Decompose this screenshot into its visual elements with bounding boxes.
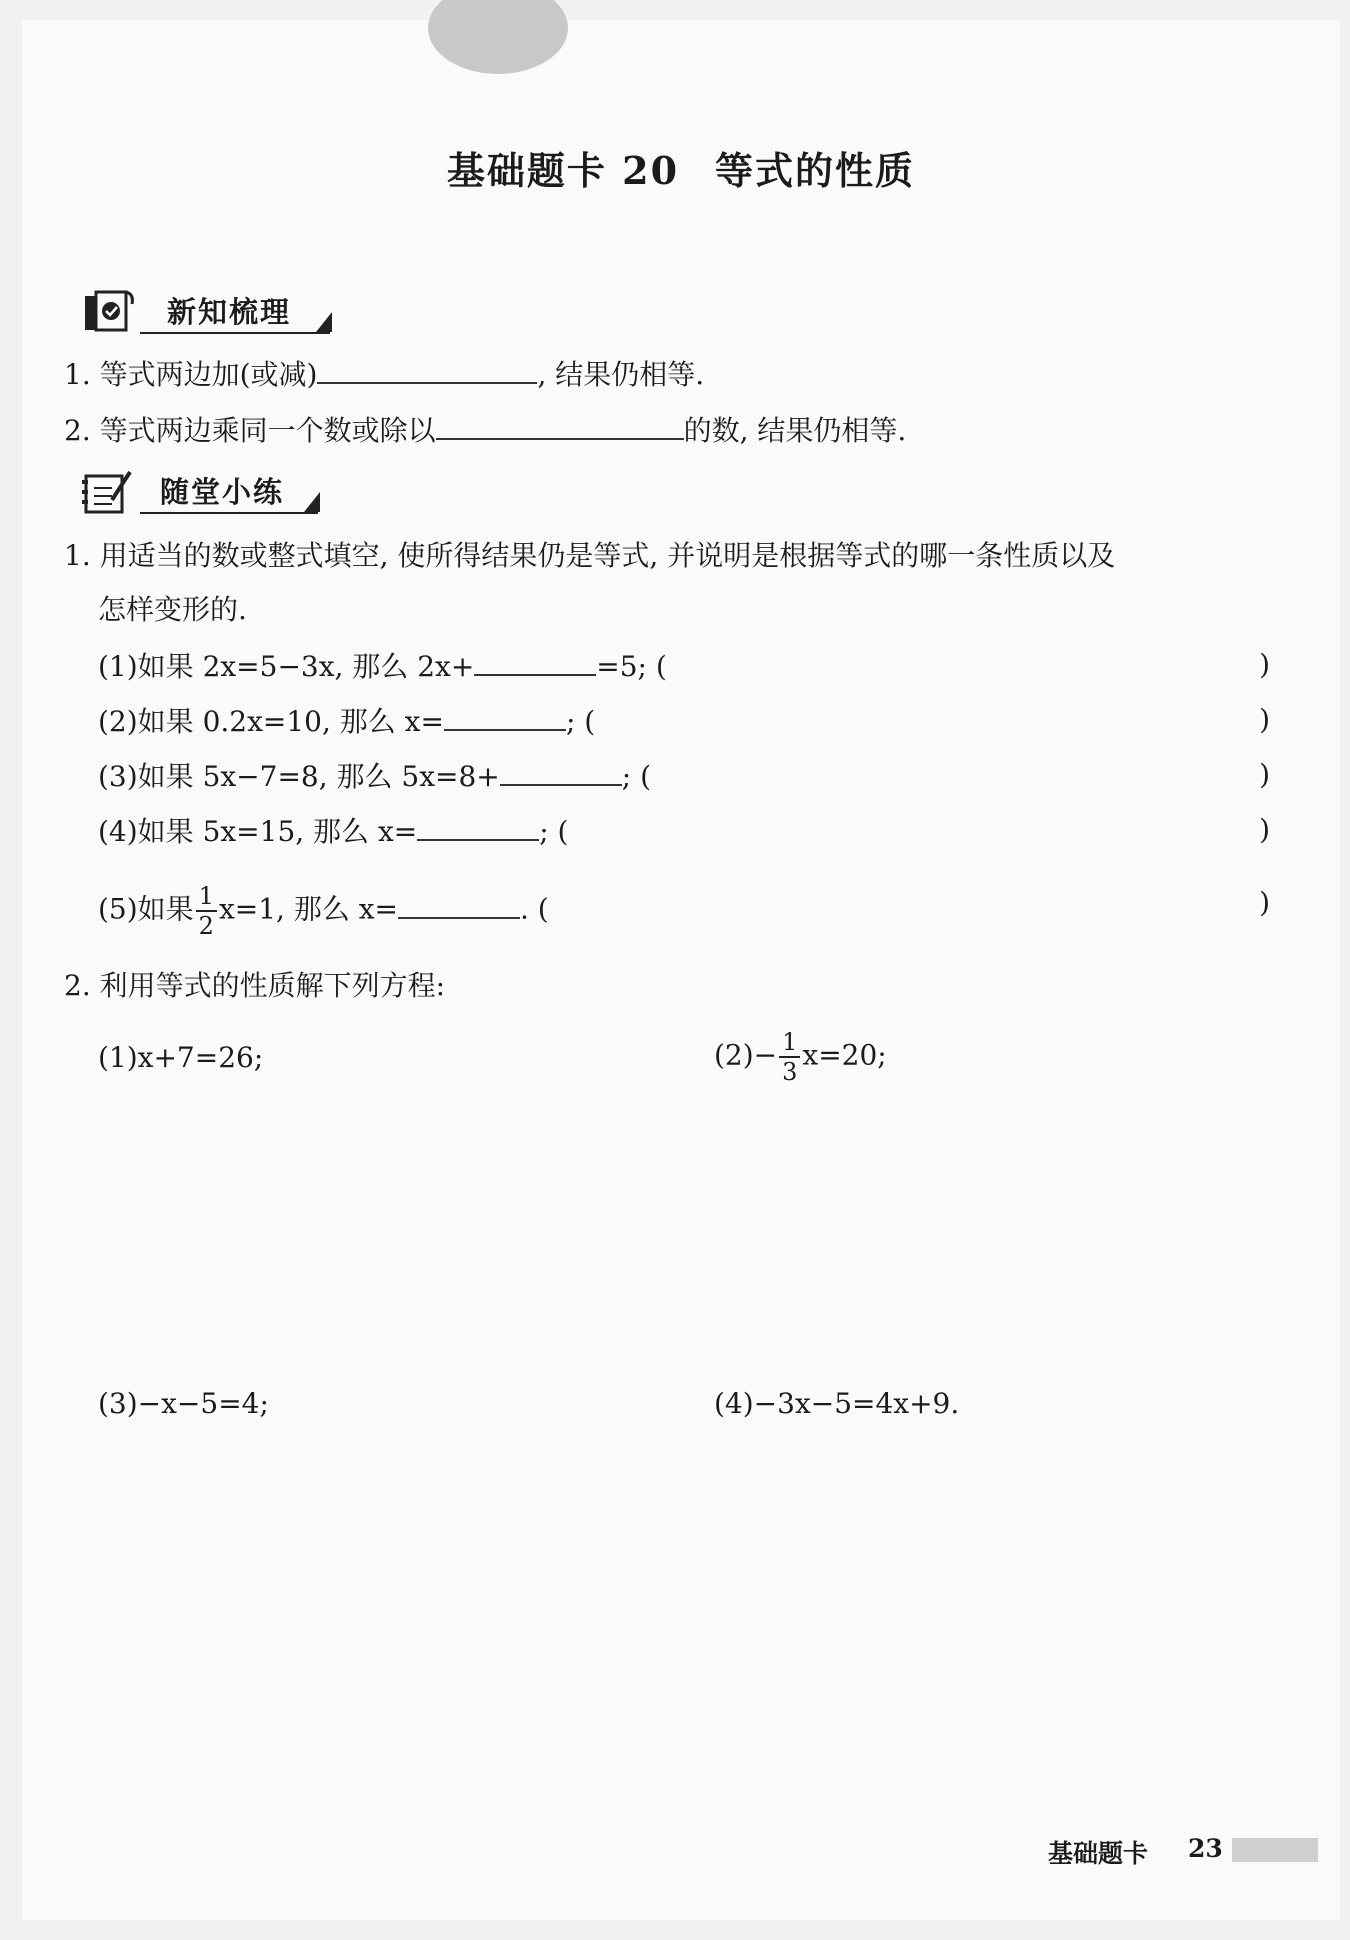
item-text: (4)如果 5x=15, 那么 x= xyxy=(98,815,418,848)
question-1-stem-line1: 1. 用适当的数或整式填空, 使所得结果仍是等式, 并说明是根据等式的哪一条性质以及 xyxy=(64,539,1116,572)
item-text: , 结果仍相等. xyxy=(537,358,705,391)
item-text: . ( xyxy=(519,892,549,926)
question-1-item-4 xyxy=(98,813,568,850)
equation-4: (4)−3x−5=4x+9. xyxy=(714,1387,960,1420)
title-topic: 等式的性质 xyxy=(715,148,916,193)
item-text: (1)如果 2x=5−3x, 那么 2x+ xyxy=(98,650,475,683)
item-text: (3)如果 5x−7=8, 那么 5x=8+ xyxy=(98,760,500,793)
question-1-stem-line2: 怎样变形的. xyxy=(98,593,247,626)
fraction xyxy=(779,1028,800,1086)
item-text: ; ( xyxy=(621,760,652,793)
answer-blank[interactable] xyxy=(444,703,566,731)
close-paren: ) xyxy=(1259,758,1270,791)
item-text: (2)− xyxy=(714,1038,778,1072)
worksheet-page xyxy=(22,20,1340,1920)
question-1-item-3 xyxy=(98,758,651,795)
notebook-pen-icon xyxy=(82,468,140,516)
question-2-stem: 2. 利用等式的性质解下列方程: xyxy=(64,969,446,1002)
answer-blank[interactable] xyxy=(317,356,537,384)
heading-triangle xyxy=(316,312,332,332)
heading-underline xyxy=(140,332,330,334)
question-1-item-1 xyxy=(98,648,667,685)
answer-blank[interactable] xyxy=(398,891,520,919)
page-number: 23 xyxy=(1188,1834,1223,1863)
equation-3: (3)−x−5=4; xyxy=(98,1387,269,1420)
item-text: ; ( xyxy=(539,815,569,848)
heading-underline xyxy=(140,512,318,514)
item-text: (5)如果 xyxy=(98,892,194,926)
item-text: 2. 等式两边乘同一个数或除以 xyxy=(64,414,436,447)
knowledge-item-1 xyxy=(64,356,704,393)
question-1-item-2 xyxy=(98,703,595,740)
knowledge-item-2 xyxy=(64,412,906,449)
question-1-item-5 xyxy=(98,882,549,940)
section-heading-new-knowledge xyxy=(82,288,352,336)
fraction-numerator: 1 xyxy=(779,1028,800,1058)
close-paren: ) xyxy=(1259,648,1270,681)
answer-blank[interactable] xyxy=(500,758,622,786)
book-check-icon xyxy=(82,288,140,336)
fraction-numerator: 1 xyxy=(196,882,217,912)
title-card-number: 基础题卡 20 xyxy=(446,148,680,193)
equation-2 xyxy=(714,1028,887,1086)
section-label: 新知梳理 xyxy=(167,295,292,329)
top-tab-decoration xyxy=(428,0,568,74)
close-paren: ) xyxy=(1259,813,1270,846)
item-text: =5; ( xyxy=(596,650,667,683)
equation-1: (1)x+7=26; xyxy=(98,1041,264,1074)
item-text: (2)如果 0.2x=10, 那么 x= xyxy=(98,705,444,738)
answer-blank[interactable] xyxy=(436,412,684,440)
fraction-denominator: 3 xyxy=(782,1058,798,1086)
fraction xyxy=(196,882,217,940)
answer-blank[interactable] xyxy=(417,813,539,841)
section-label: 随堂小练 xyxy=(160,475,285,509)
page-title xyxy=(22,140,1340,195)
item-text: x=1, 那么 x= xyxy=(218,892,398,926)
footer-label: 基础题卡 xyxy=(1048,1839,1149,1868)
heading-triangle xyxy=(304,492,320,512)
answer-blank[interactable] xyxy=(474,648,596,676)
footer-bar-decoration xyxy=(1232,1838,1318,1862)
section-heading-practice xyxy=(82,468,352,516)
item-text: x=20; xyxy=(802,1038,887,1072)
close-paren: ) xyxy=(1259,703,1270,736)
close-paren: ) xyxy=(1259,886,1270,919)
fraction-denominator: 2 xyxy=(198,912,214,940)
item-text: ; ( xyxy=(565,705,596,738)
item-text: 的数, 结果仍相等. xyxy=(683,414,907,447)
item-text: 1. 等式两边加(或减) xyxy=(64,358,318,391)
